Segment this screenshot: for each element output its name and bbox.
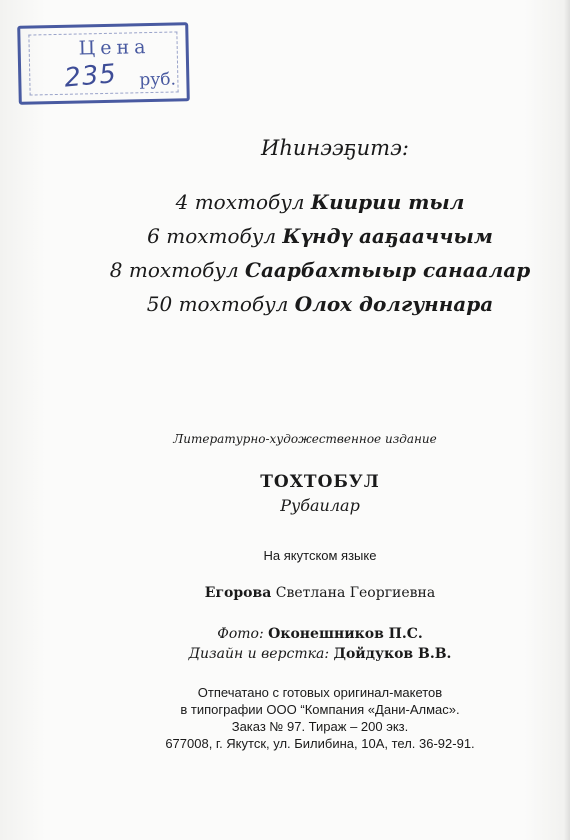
photo-credit-name: Оконешников П.С.	[268, 626, 423, 642]
contents-item-title: Күндү ааҕааччым	[282, 224, 493, 248]
printing-info	[0, 684, 570, 752]
contents-item-count: 4 тохтобул	[175, 190, 305, 214]
contents-item	[70, 253, 570, 287]
price-stamp	[17, 22, 190, 105]
design-credit-name: Дойдуков В.В.	[333, 646, 452, 662]
photo-credit-label: Фото:	[217, 626, 264, 642]
printing-line: в типографии ООО “Компания «Дани-Алмас».	[180, 702, 460, 717]
author-line	[0, 585, 570, 601]
printing-line: Заказ № 97. Тираж – 200 экз.	[231, 719, 409, 734]
contents-item	[70, 219, 570, 253]
design-credit-label: Дизайн и верстка:	[188, 646, 330, 662]
design-credit	[0, 646, 570, 662]
contents-heading: Иһинээҕитэ:	[261, 136, 409, 160]
contents-item	[70, 287, 570, 321]
contents-item-title: Саарбахтыыр санаалар	[245, 258, 531, 282]
stamp-title: Цена	[78, 36, 151, 60]
printing-line: 677008, г. Якутск, ул. Билибина, 10А, тел. 36-92-91.	[165, 736, 475, 751]
photo-credit	[0, 626, 570, 642]
stamp-price: 235	[63, 58, 119, 94]
contents-item	[70, 185, 570, 219]
genre-line: Литературно-художественное издание	[173, 432, 437, 446]
language-line: На якутском языке	[263, 548, 377, 563]
author-surname: Егорова	[204, 585, 272, 601]
author-given-names: Светлана Георгиевна	[275, 585, 436, 601]
stamp-unit: руб.	[139, 69, 177, 91]
contents-item-title: Киирии тыл	[310, 190, 465, 214]
contents-item-count: 50 тохтобул	[146, 292, 289, 316]
contents-item-title: Олох долгуннара	[294, 292, 494, 316]
contents-list	[0, 185, 570, 321]
contents-item-count: 8 тохтобул	[109, 258, 239, 282]
book-subtitle: Рубаилар	[280, 496, 360, 515]
contents-item-count: 6 тохтобул	[147, 224, 277, 248]
printing-line: Отпечатано с готовых оригинал-макетов	[197, 685, 443, 700]
book-title: ТОХТОБУЛ	[260, 472, 380, 492]
